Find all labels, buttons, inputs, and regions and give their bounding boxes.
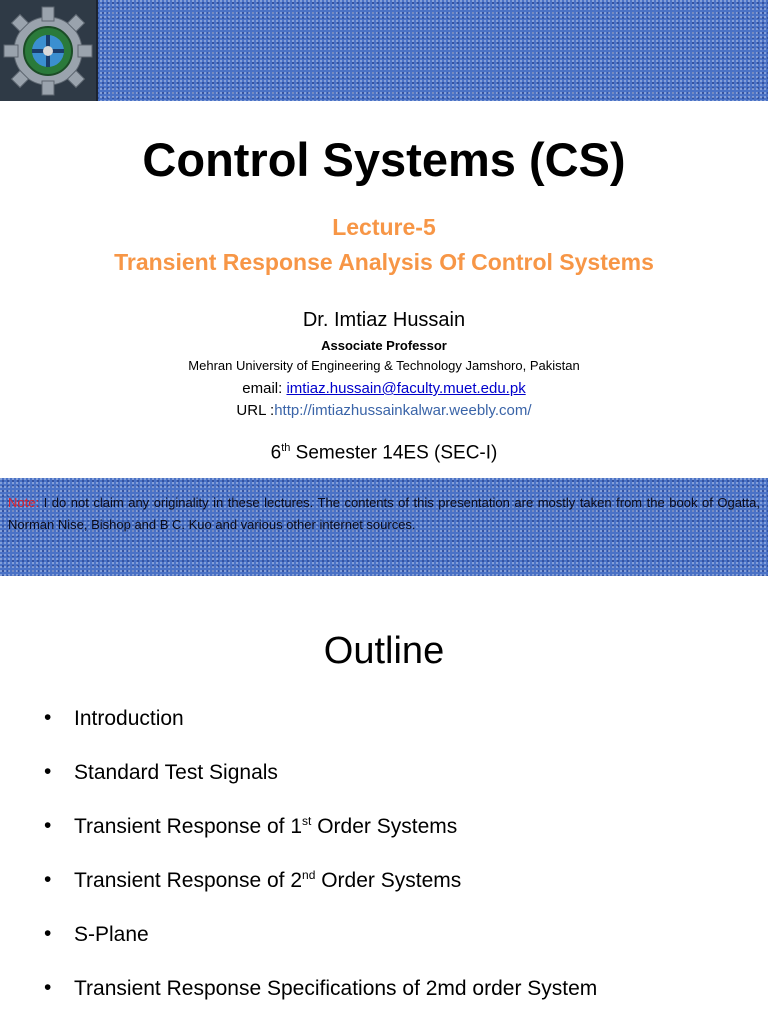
- list-item: [44, 760, 597, 814]
- author-position: Associate Professor: [321, 338, 447, 353]
- bullet-icon: •: [44, 868, 52, 891]
- email-link[interactable]: imtiaz.hussain@faculty.muet.edu.pk: [286, 380, 526, 397]
- disclaimer-text: [8, 492, 760, 536]
- bullet-icon: •: [44, 922, 52, 945]
- outline-list: [44, 706, 597, 1024]
- email-line: [0, 380, 768, 397]
- url-label: URL :: [236, 402, 275, 419]
- bullet-icon: •: [44, 976, 52, 999]
- semester-line: [0, 442, 768, 464]
- slide-title: Control Systems (CS): [142, 133, 626, 186]
- list-item: [44, 868, 597, 922]
- list-item-text: Transient Response of 1st Order Systems: [74, 814, 458, 838]
- bullet-icon: •: [44, 814, 52, 837]
- author-affiliation: Mehran University of Engineering & Technology Jamshoro, Pakistan: [188, 358, 580, 373]
- list-item: [44, 706, 597, 760]
- bullet-icon: •: [44, 706, 52, 729]
- lecture-number: Lecture-5: [332, 214, 436, 240]
- note-label: Note:: [8, 495, 40, 510]
- disclaimer-note-box: [0, 478, 768, 576]
- lecture-topic: Transient Response Analysis Of Control Systems: [114, 249, 654, 275]
- list-item-text: Transient Response Specifications of 2md order System: [74, 977, 598, 1000]
- list-item-text: Standard Test Signals: [74, 761, 278, 784]
- list-item: [44, 922, 597, 976]
- outline-title: Outline: [323, 630, 445, 672]
- url-link[interactable]: http://imtiazhussainkalwar.weebly.com/: [274, 402, 532, 419]
- outline-slide: [0, 578, 768, 1024]
- url-line: [0, 402, 768, 419]
- bullet-icon: •: [44, 760, 52, 783]
- semester-detail: Semester 14ES (SEC-I): [290, 442, 498, 464]
- author-name: Dr. Imtiaz Hussain: [302, 309, 466, 331]
- semester-suffix: th: [281, 442, 291, 454]
- list-item: [44, 814, 597, 868]
- list-item-text: Introduction: [74, 707, 184, 730]
- top-banner: [0, 0, 768, 101]
- list-item-text: Transient Response of 2nd Order Systems: [74, 868, 462, 892]
- note-body: I do not claim any originality in these lectures. The contents of this presentation are mostly taken from the book of Ogatta, Norman Nise, Bishop and B C. Kuo and various other internet sources.: [8, 495, 760, 532]
- list-item-text: S-Plane: [74, 923, 149, 946]
- gear-logo-icon: [0, 0, 98, 101]
- semester-number: 6: [270, 442, 282, 464]
- list-item: [44, 976, 597, 1024]
- email-label: email:: [242, 380, 287, 397]
